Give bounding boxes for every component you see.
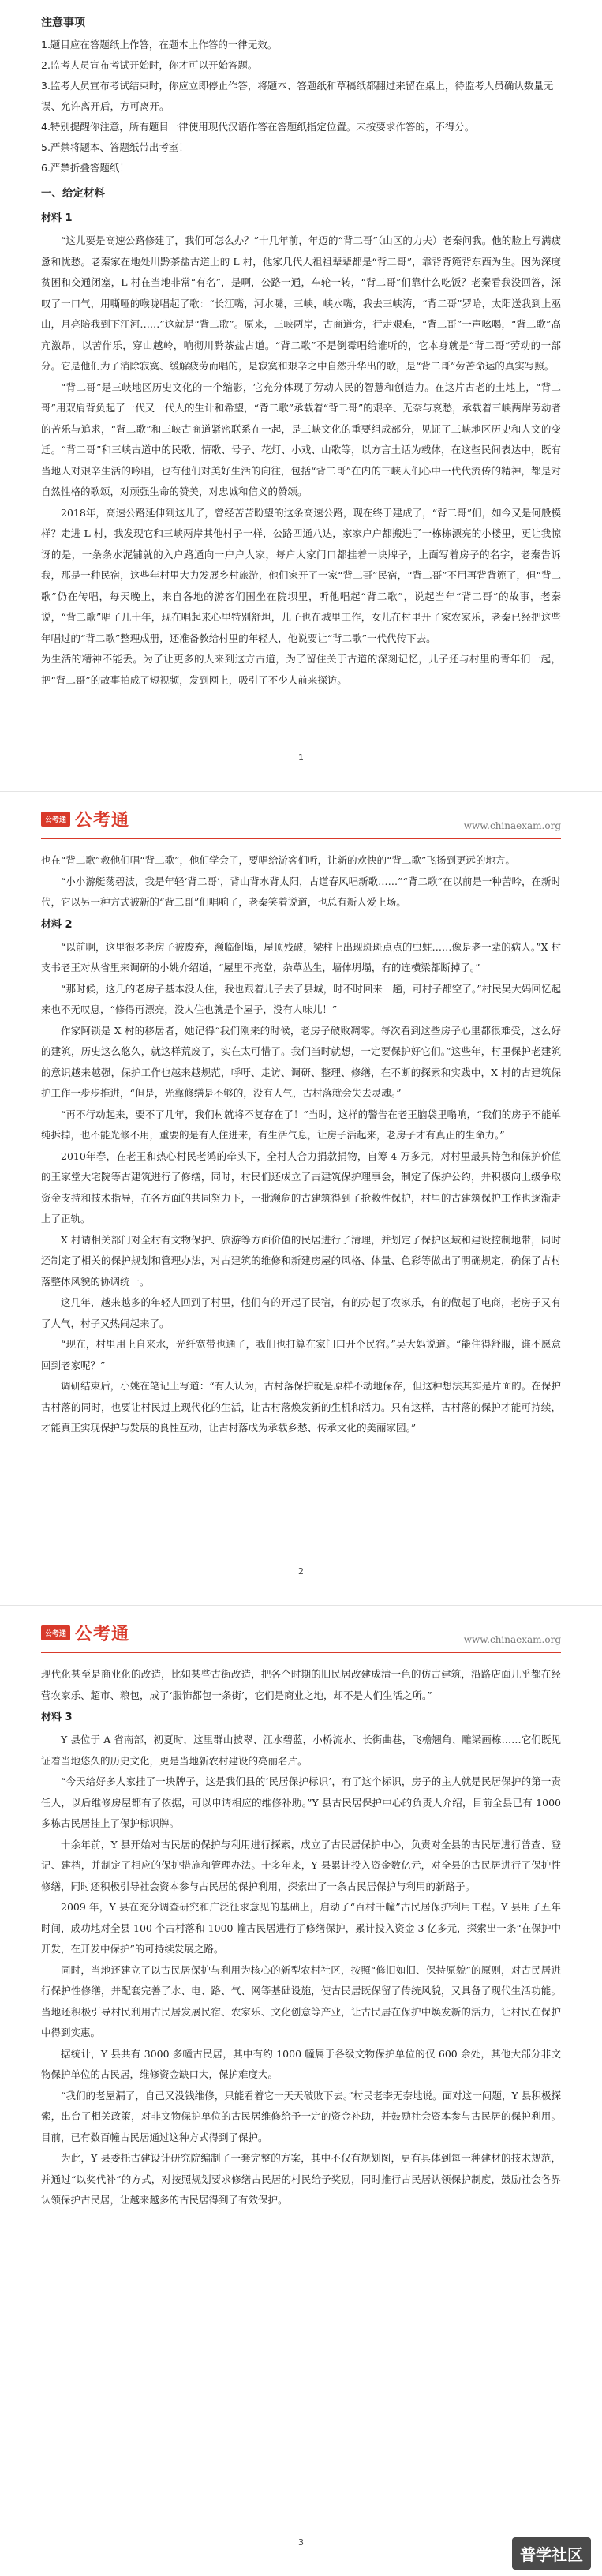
paragraph: 2010年春，在老王和热心村民老鸿的牵头下，全村人合力捐款捐物，自筹 4 万多元，对村里最具特色和保护价值的王家堂大宅院等古建筑进行了修缮，同时，村民们还成立了古建筑保护理事会，制定了保护公约，并积极向上级争取资金支持和技术指导，在各方面的共同努力下，一批濒危的古建筑得到了抢救性保护，村里的古建筑保护工作也逐渐走上了正轨。 [41,1149,561,1224]
paragraph: “背二哥”是三峡地区历史文化的一个缩影，它充分体现了劳动人民的智慧和创造力。在这片古老的土地上，“背二哥”用双肩背负起了一代又一代人的生计和希望，“背二歌”承载着“背二哥”的艰辛、无奈与哀愁，承载着三峡两岸劳动者的苦乐与追求，“背二歌”和三峡古商道紧密联系在一起，是三峡文化的重要组成部分，见证了三峡地区历史和人文的变迁。“背二哥”和三峡古道中的民歌、情歌、号子、花灯、小戏、山歌等，以方言土话为载体，在这些民间表达中，既有当地人对艰辛生活的吟唱，也有他们对美好生活的向往，包括“背二哥”在内的三峡人们心中一代代流传的精神，都是对自然性格的歌颂，对顽强生命的赞美，对忠诚和信义的赞颂。 [41,381,561,497]
notice-list [41,35,561,178]
paragraph: Y 县位于 A 省南部，初夏时，这里群山披翠、江水碧蓝，小桥流水、长街曲巷，飞檐翘角、雕梁画栋……它们既见证着当地悠久的历史文化，更是当地新农村建设的亮丽名片。 [41,1734,561,1767]
paragraph: 为此，Y 县委托古建设计研究院编制了一套完整的方案，其中不仅有规划图，更有具体到每一种建材的技术规范，并通过“以奖代补”的方式，对按照规划要求修缮古民居的村民给予奖励，同时推行古民居认领保护制度，鼓励社会各界认领保护古民居，让越来越多的古民居得到了有效保护。 [41,2152,561,2206]
paragraph: 为生活的精神不能丢。为了让更多的人来到这方古道，为了留住关于古道的深刻记忆，儿子还与村里的青年们一起，把“背二哥”的故事拍成了短视频，发到网上，吸引了不少人前来探访。 [41,653,561,686]
paragraph: “以前啊，这里很多老房子被废弃，濒临倒塌，屋顶残破，梁柱上出现斑斑点点的虫蛀……像是老一辈的病人。”X 村支书老王对从省里来调研的小姚介绍道，“屋里不亮堂，杂草丛生，墙体坍塌，有的连横梁都断掉了。” [41,940,561,973]
site-url: www.chinaexam.org [463,820,561,831]
paragraph: 同时，当地还建立了以古民居保护与利用为核心的新型农村社区，按照“修旧如旧、保持原貌”的原则，对古民居进行保护性修缮，并配套完善了水、电、路、气、网等基础设施，使古民居既保留了传统风貌，又具备了现代生活功能。当地还积极引导村民利用古民居发展民宿、农家乐、文化创意等产业，让古民居在保护中焕发新的活力，让村民在保护中得到实惠。 [41,1963,561,2038]
watermark-logo: 普学社区 [512,2537,591,2570]
paragraph: 据统计，Y 县共有 3000 多幢古民居，其中有约 1000 幢属于各级文物保护单位的仅 600 余处，其他大部分非文物保护单位的古民居，维修资金缺口大，保护难度大。 [41,2047,561,2080]
material-2-label: 材料 2 [41,918,73,931]
logo-text: 公考通 [75,811,130,831]
page-number: 3 [298,2537,304,2548]
page-header [41,792,561,839]
paragraph: “小小游艇荡碧波，我是年轻‘背二哥’，背山背水背太阳，古道春风唱新歌……”“背二歌”在以前是一种苦吟，在新时代，它以另一种方式被新的“背二哥”们唱响了，老秦笑着说道，也总有新人爱上场。 [41,875,561,908]
paragraph: 调研结束后，小姚在笔记上写道：“有人认为，古村落保护就是原样不动地保存，但这种想法其实是片面的。在保护古村落的同时，也要让村民过上现代化的生活，让古村落焕发新的生机和活力。只有这样，古村落的保护才能可持续，才能真正实现保护与发展的良性互动，让古村落成为承载乡愁、传承文化的美丽家园。” [41,1380,561,1434]
page-number: 1 [298,752,304,763]
paragraph: 2018年，高速公路延伸到这儿了，曾经苦苦盼望的这条高速公路，现在终于建成了，“背二哥”们，如今又是何般模样？走进 L 村，我发现它和三峡两岸其他村子一样，公路四通八达，家家户户都搬进了一栋栋漂亮的小楼里，更让我惊讶的是，一条条水泥铺就的入户路通向一户户人家，每户人家门口都挂着一块牌子，上面写着房子的名字，老秦告诉我，那是一种民宿，这些年村里大力发展乡村旅游，他们家开了一家“背二哥”民宿，“背二哥”不用再背背篼了，但“背二歌”仍在传唱，每天晚上，来自各地的游客们围坐在院坝里，听他唱起“背二歌”，说起当年“背二哥”的故事，老秦说，“背二歌”唱了几十年，现在唱起来心里特别舒坦，儿子也在城里工作，女儿在村里开了家农家乐，老秦已经把这些年唱过的“背二歌”整理成册，还准备教给村里的年轻人，他说要让“背二歌”一代代传下去。 [41,506,561,644]
paragraph: “今天给好多人家挂了一块牌子，这是我们县的‘民居保护标识’，有了这个标识，房子的主人就是民居保护的第一责任人，以后维修房屋都有了依据，可以申请相应的维修补助。”Y 县古民居保护中心的负责人介绍，目前全县已有 1000 多栋古民居挂上了保护标识牌。 [41,1775,561,1829]
paragraph: “现在，村里用上自来水，光纤宽带也通了，我们也打算在家门口开个民宿。”吴大妈说道。“能住得舒服，谁不愿意回到老家呢？” [41,1338,561,1371]
page-3 [0,1606,602,2576]
page-2 [0,792,602,1605]
paragraph: “再不行动起来，要不了几年，我们村就将不复存在了！”当时，这样的警告在老王脑袋里嗡响，“我们的房子不能单纯拆掉，也不能光修不用，重要的是有人住进来，有生活气息，让房子活起来，老房子才有真正的生命力。” [41,1108,561,1141]
page-header [41,1606,561,1653]
paragraph: 十余年前，Y 县开始对古民居的保护与利用进行探索，成立了古民居保护中心，负责对全县的古民居进行普查、登记、建档，并制定了相应的保护措施和管理办法。十多年来，Y 县累计投入资金数亿元，对全县的古民居进行了保护性修缮，同时还积极引导社会资本参与古民居的保护利用，探索出了一条古民居保护与利用的新路子。 [41,1838,561,1892]
paragraph: 也在“背二歌”教他们唱“背二歌”，他们学会了，要唱给游客们听，让新的欢快的“背二歌”飞扬到更远的地方。 [41,854,515,866]
paragraph: 作家阿锁是 X 村的移居者，她记得“我们刚来的时候，老房子破败凋零。每次看到这些房子心里都很难受，这么好的建筑，历史这么悠久，就这样荒废了，实在太可惜了。我们当时就想，一定要保护好它们。”这些年，村里保护老建筑的意识越来越强，保护工作也越来越规范，呼吁、走访、调研、整理、修缮，在不断的探索和实践中，X 村的古建筑保护工作一步步推进，“但是，光靠修缮是不够的，没有人气，古村落就会失去灵魂。” [41,1024,561,1099]
paragraph: “我们的老屋漏了，自己又没钱维修，只能看着它一天天破败下去。”村民老李无奈地说。面对这一问题，Y 县积极探索，出台了相关政策，对非文物保护单位的古民居维修给予一定的资金补助，并鼓励社会资本参与古民居的保护利用。目前，已有数百幢古民居通过这种方式得到了保护。 [41,2089,561,2143]
logo [41,807,129,831]
page-1 [0,0,602,791]
paragraph: 现代化甚至是商业化的改造，比如某些古街改造，把各个时期的旧民居改建成清一色的仿古建筑，沿路店面几乎都在经营农家乐、超市、粮包，成了‘服饰都包一条街’，它们是商业之地，却不是人们生活之所。” [41,1668,561,1701]
paragraph: “那时候，这几的老房子基本没人住，我也跟着儿子去了县城，时不时回来一趟，可村子都空了。”村民吴大妈回忆起来也不无叹息，“修得再漂亮，没人住也就是个屋子，没有人味儿！” [41,982,561,1015]
page-number: 2 [298,1566,304,1577]
logo-badge: 公考通 [41,812,70,827]
notice-item: 2.监考人员宣布考试开始时，你才可以开始答题。 [41,59,258,71]
paragraph: X 村请相关部门对全村有文物保护、旅游等方面价值的民居进行了清理，并划定了保护区域和建设控制地带，同时还制定了相关的保护规划和管理办法，对古建筑的维修和新建房屋的风格、体量、色彩等做出了明确规定，确保了古村落整体风貌的协调统一。 [41,1233,561,1288]
material-1-label: 材料 1 [41,212,73,224]
notice-item: 5.严禁将题本、答题纸带出考室！ [41,141,189,153]
notice-item: 3.监考人员宣布考试结束时，你应立即停止作答，将题本、答题纸和草稿纸都翻过来留在桌上，待监考人员确认数量无误、允许离开后，方可离开。 [41,80,554,112]
notice-item: 1.题目应在答题纸上作答，在题本上作答的一律无效。 [41,39,278,51]
paragraph: 这几年，越来越多的年轻人回到了村里，他们有的开起了民宿，有的办起了农家乐，有的做起了电商，老房子又有了人气，村子又热闹起来了。 [41,1296,561,1329]
material-3-label: 材料 3 [41,1712,73,1723]
section-title: 一、给定材料 [41,187,105,200]
paragraph: 2009 年，Y 县在充分调查研究和广泛征求意见的基础上，启动了“百村千幢”古民居保护利用工程。Y 县用了五年时间，成功地对全县 100 个古村落和 1000 幢古民居进行了修缮保护，累计投入资金 3 亿多元，探索出一条“在保护中开发，在开发中保护”的可持续发展之路。 [41,1901,561,1955]
site-url: www.chinaexam.org [463,1634,561,1645]
logo-text: 公考通 [75,1625,130,1644]
notice-item: 6.严禁折叠答题纸！ [41,162,129,174]
logo-badge: 公考通 [41,1625,70,1640]
notice-item: 4.特别提醒你注意，所有题目一律使用现代汉语作答在答题纸指定位置。未按要求作答的，不得分。 [41,121,475,133]
paragraph: “这儿要是高速公路修建了，我们可怎么办？”十几年前，年迈的“背二哥”（山区的力夫）老秦问我。他的脸上写满疲惫和忧愁。老秦家在地处川黔茶盐古道上的 L 村，他家几代人祖祖辈辈都是“背二哥”，靠背背篼背东西为生。因为深度贫困和交通闭塞，L 村在当地非常“有名”，是啊，公路一通，车轮一转，“背二哥”们靠什么吃饭？老秦看我没回答，深叹了一口气，用嘶哑的喉咙唱起了歌：“长江嘴，河水嘴，三峡，峡水嘴，我去三峡湾，“背二哥”罗哈，太阳送我到上巫山，月亮陪我到下江河……”这就是“背二歌”。原来，三峡两岸，古商道旁，行走艰难，“背二哥”一声吆喝，“背二歌”高亢激昂，以苦作乐，穿山越岭，响彻川黔茶盐古道。“背二歌”不是倒霉唱给谁听的，它本身就是“背二哥”劳动的一部分。它是他们为了消除寂寞、缓解疲劳而唱的，是寂寞和艰辛之中自然升华出的歌，是“背二哥”劳苦命运的真实写照。 [41,234,561,372]
notice-title: 注意事项 [41,17,85,29]
logo [41,1621,129,1645]
